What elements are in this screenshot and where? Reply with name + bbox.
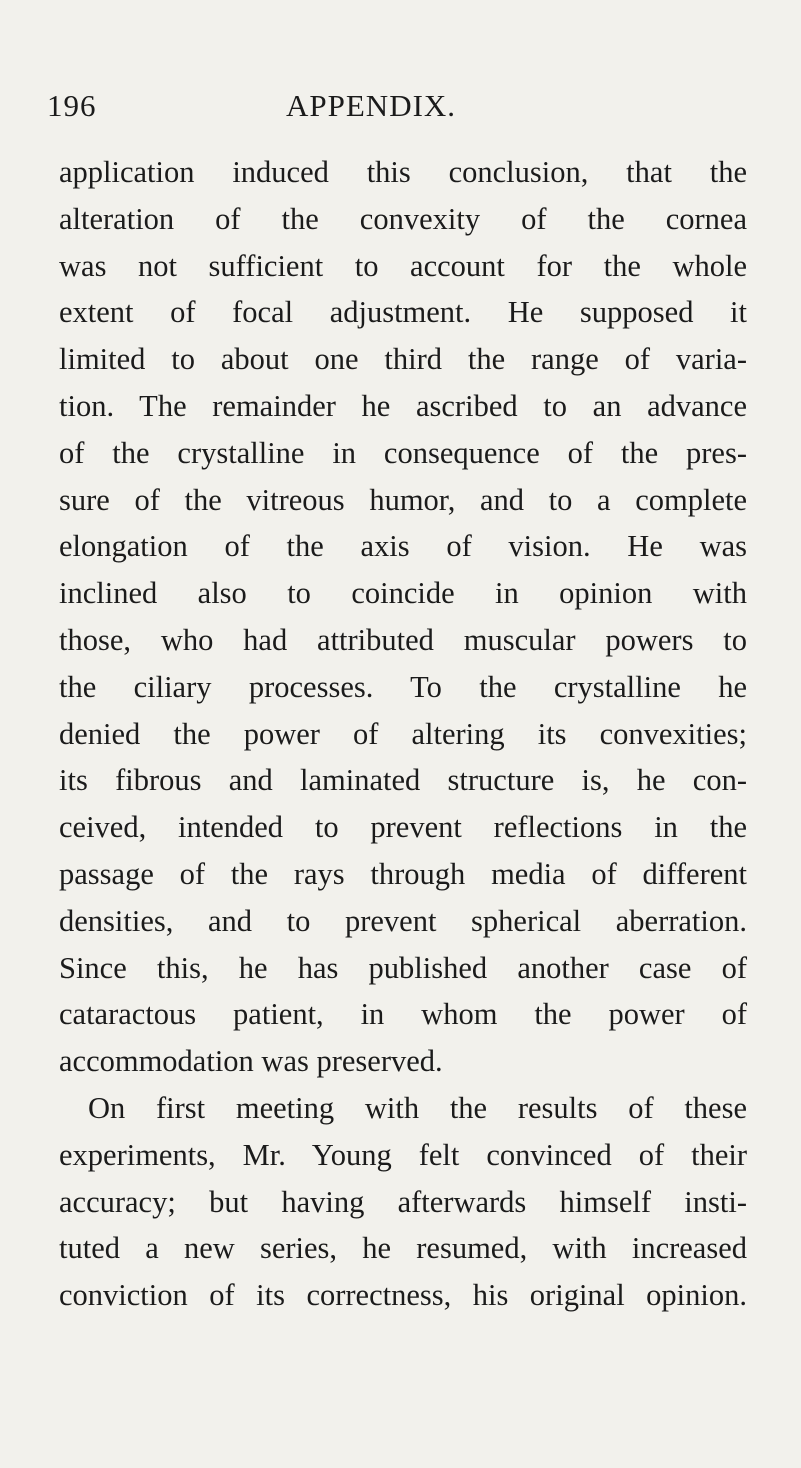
text-line: accommodation was preserved.: [59, 1044, 443, 1079]
text-line: limited to about one third the range of varia-: [59, 342, 747, 377]
text-line: of the crystalline in consequence of the pres-: [59, 435, 747, 470]
running-head: [0, 88, 801, 138]
page-number: 196: [47, 88, 97, 123]
text-line: was not sufficient to account for the whole: [59, 248, 747, 283]
body-text: [59, 149, 747, 1319]
text-line: tion. The remainder he ascribed to an advance: [59, 388, 747, 423]
text-line: its fibrous and laminated structure is, he con-: [59, 763, 747, 798]
text-line: accuracy; but having afterwards himself insti-: [59, 1184, 747, 1219]
text-line: sure of the vitreous humor, and to a complete: [59, 482, 747, 517]
text-line: those, who had attributed muscular powers to: [59, 622, 747, 657]
text-line: alteration of the convexity of the cornea: [59, 201, 747, 236]
text-line: extent of focal adjustment. He supposed it: [59, 295, 747, 330]
text-line: experiments, Mr. Young felt convinced of their: [59, 1137, 747, 1172]
text-line: tuted a new series, he resumed, with increased: [59, 1231, 747, 1266]
text-line: Since this, he has published another case of: [59, 950, 747, 985]
text-line: inclined also to coincide in opinion with: [59, 576, 747, 611]
text-line: ceived, intended to prevent reflections in the: [59, 810, 747, 845]
text-line: densities, and to prevent spherical aberration.: [59, 903, 747, 938]
text-line: conviction of its correctness, his original opinion.: [59, 1278, 747, 1313]
text-line: application induced this conclusion, that the: [59, 155, 747, 189]
text-line: denied the power of altering its convexities;: [59, 716, 747, 751]
text-line: elongation of the axis of vision. He was: [59, 529, 747, 564]
text-line: the ciliary processes. To the crystalline he: [59, 669, 747, 704]
section-title: APPENDIX.: [286, 88, 457, 123]
text-line: cataractous patient, in whom the power of: [59, 997, 747, 1032]
text-line: On first meeting with the results of these: [88, 1090, 747, 1125]
text-line: passage of the rays through media of different: [59, 856, 747, 891]
